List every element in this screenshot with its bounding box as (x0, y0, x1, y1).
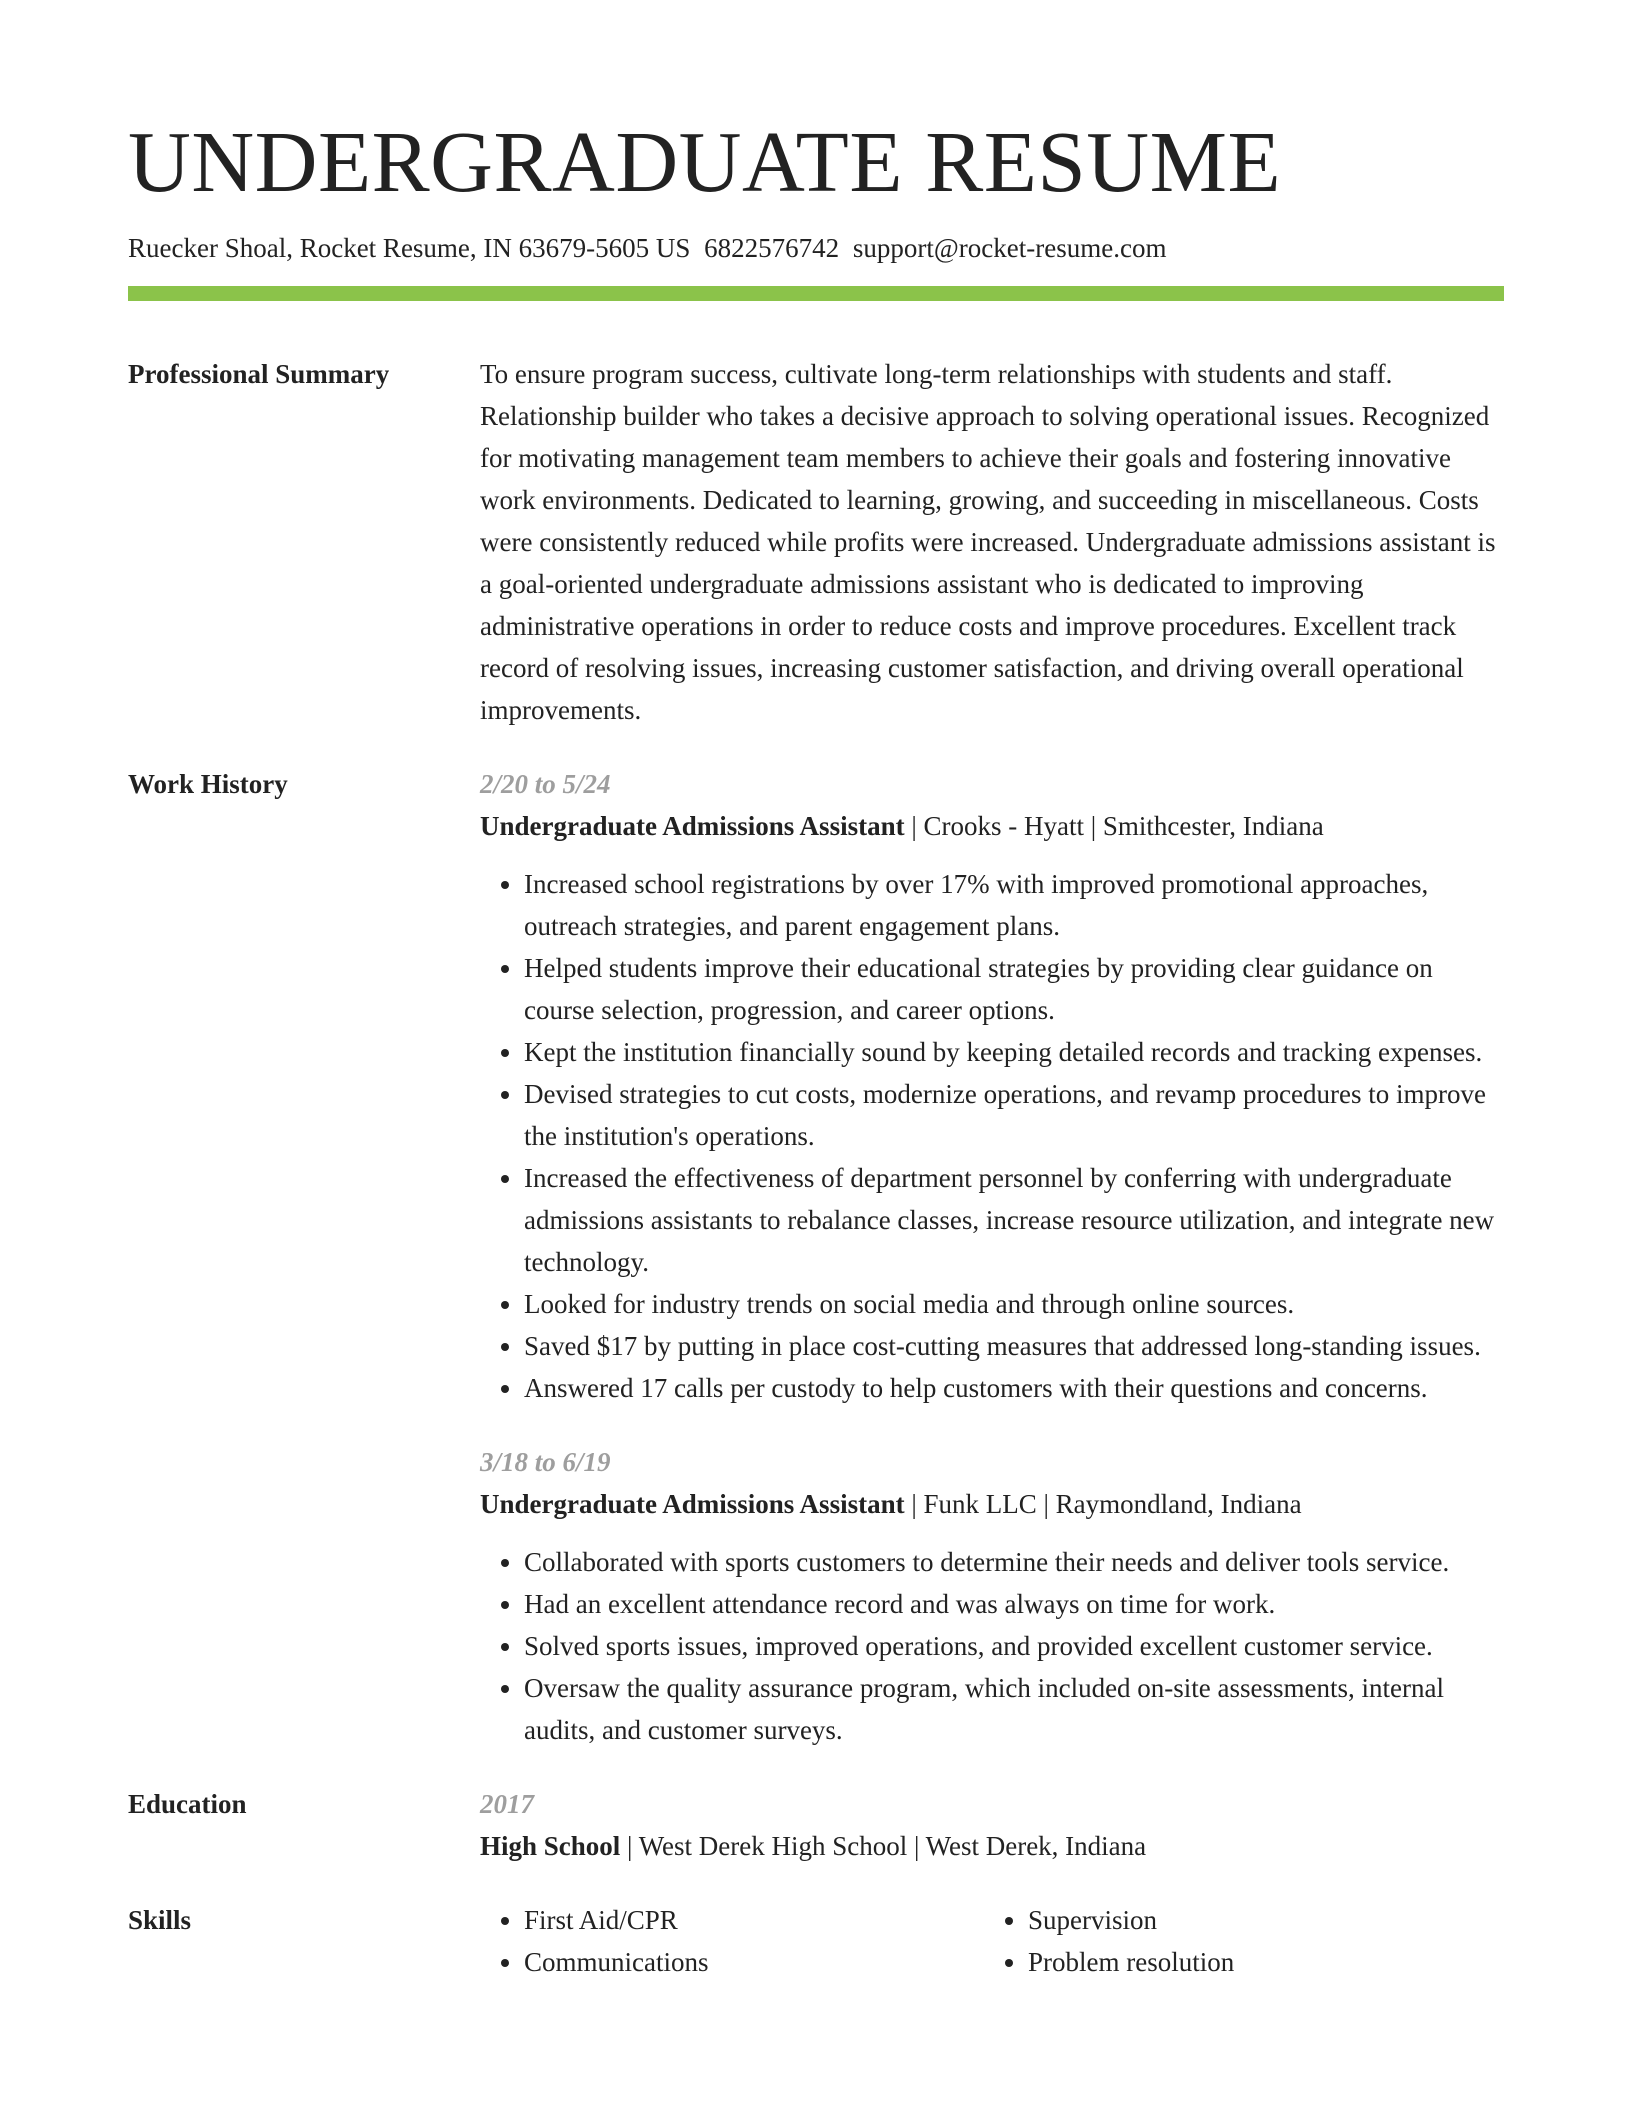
job-title: Undergraduate Admissions Assistant (480, 811, 905, 842)
skills-body (480, 1899, 1504, 1983)
skill-item: • Supervision (1028, 1899, 1504, 1941)
job-bullet: • Increased school registrations by over 17% with improved promotional approaches, outreach strategies, and parent engagement plans. (524, 863, 1504, 947)
job-bullet: • Increased the effectiveness of department personnel by conferring with undergraduate admissions assistants to rebalance classes, increase resource utilization, and integrate new technology. (524, 1157, 1504, 1283)
contact-email: support@rocket-resume.com (852, 233, 1167, 263)
job-bullet: • Devised strategies to cut costs, modernize operations, and revamp procedures to improve the institution's operations. (524, 1073, 1504, 1157)
job-bullet: • Helped students improve their educational strategies by providing clear guidance on course selection, progression, and career options. (524, 947, 1504, 1031)
summary-body (480, 353, 1504, 731)
job-bullet: • Kept the institution financially sound by keeping detailed records and tracking expenses. (524, 1031, 1504, 1073)
job-bullet: • Saved $17 by putting in place cost-cutting measures that addressed long-standing issues. (524, 1325, 1504, 1367)
resume-title: UNDERGRADUATE RESUME (128, 113, 1282, 210)
job-bullet: • Oversaw the quality assurance program, which included on-site assessments, internal audits, and customer surveys. (524, 1667, 1504, 1751)
job-employer-location: | Funk LLC | Raymondland, Indiana (904, 1489, 1302, 1520)
contact-phone: 6822576742 (704, 233, 840, 263)
job-bullet: • Answered 17 calls per custody to help customers with their questions and concerns. (524, 1367, 1504, 1409)
education-degree: High School (480, 1831, 621, 1862)
contact-line (128, 231, 1504, 266)
job-entry (480, 1441, 1504, 1751)
job-bullet: • Solved sports issues, improved operations, and provided excellent customer service. (524, 1625, 1504, 1667)
job-dates: 2/20 to 5/24 (480, 769, 611, 800)
work-history-body (480, 763, 1504, 1751)
job-employer-location: | Crooks - Hyatt | Smithcester, Indiana (904, 811, 1324, 842)
skills-list-left (480, 1899, 984, 1983)
skills-section (128, 1899, 1504, 1983)
skill-item: • Communications (524, 1941, 984, 1983)
skill-item: • Problem resolution (1028, 1941, 1504, 1983)
job-title: Undergraduate Admissions Assistant (480, 1489, 905, 1520)
work-history-section (128, 763, 1504, 1751)
education-school-location: | West Derek High School | West Derek, Indiana (620, 1831, 1147, 1862)
summary-section (128, 353, 1504, 731)
summary-text: To ensure program success, cultivate long-term relationships with students and staff. Relationship builder who takes a decisive approach to solving operational issues. Recognized for motivating management team members to achieve their goals and fostering innovative work environments. Dedicated to learning, growing, and succeeding in miscellaneous. Costs were consistently reduced while profits were increased. Undergraduate admissions assistant is a goal-oriented undergraduate admissions assistant who is dedicated to improving administrative operations in order to reduce costs and improve procedures. Excellent track record of resolving issues, increasing customer satisfaction, and driving overall operational improvements. (480, 359, 1496, 726)
job-bullet-list (480, 1541, 1504, 1751)
job-heading (480, 805, 1504, 847)
education-heading-line (480, 1825, 1504, 1867)
education-section (128, 1783, 1504, 1867)
education-body (480, 1783, 1504, 1867)
job-bullet-list (480, 863, 1504, 1409)
header-divider (128, 286, 1504, 301)
work-history-heading: Work History (128, 769, 288, 800)
education-year: 2017 (480, 1789, 534, 1820)
summary-heading: Professional Summary (128, 359, 390, 390)
skill-item: • First Aid/CPR (524, 1899, 984, 1941)
education-heading: Education (128, 1789, 247, 1820)
job-dates: 3/18 to 6/19 (480, 1447, 611, 1478)
job-entry (480, 763, 1504, 1409)
job-bullet: • Looked for industry trends on social media and through online sources. (524, 1283, 1504, 1325)
skills-heading: Skills (128, 1905, 192, 1936)
skills-list-right (984, 1899, 1504, 1983)
job-heading (480, 1483, 1504, 1525)
job-bullet: • Had an excellent attendance record and was always on time for work. (524, 1583, 1504, 1625)
contact-address: Ruecker Shoal, Rocket Resume, IN 63679-5605 US (128, 233, 691, 263)
job-bullet: • Collaborated with sports customers to determine their needs and deliver tools service. (524, 1541, 1504, 1583)
